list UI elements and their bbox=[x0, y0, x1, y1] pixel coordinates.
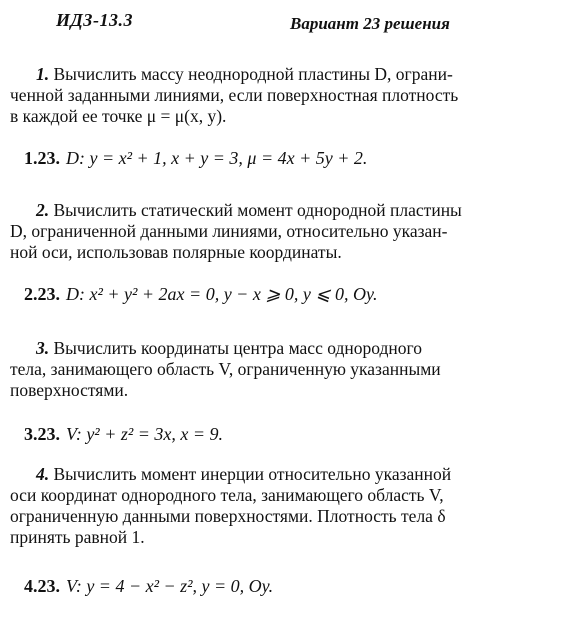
task-4-statement bbox=[10, 464, 558, 548]
task-2-formula-text: D: x² + y² + 2ax = 0, y − x ⩾ 0, y ⩽ 0, Oy. bbox=[66, 284, 378, 304]
task-2-number: 2. bbox=[36, 200, 50, 220]
task-4-line-3: ограниченную данными поверхностями. Плотность тела δ bbox=[10, 506, 446, 526]
task-3-line-2: тела, занимающего область V, ограниченную указанными bbox=[10, 359, 441, 379]
task-2-line-3: ной оси, использовав полярные координаты. bbox=[10, 242, 342, 262]
task-3-formula-number: 3.23. bbox=[24, 424, 60, 444]
task-3-line-1: 3. Вычислить координаты центра масс однородного bbox=[36, 338, 422, 358]
task-1-number: 1. bbox=[36, 64, 50, 84]
task-3-statement bbox=[10, 338, 558, 401]
task-4-formula-text: V: y = 4 − x² − z², y = 0, Oy. bbox=[66, 576, 274, 596]
document-code: ИДЗ-13.3 bbox=[56, 10, 133, 30]
task-1-formula-text: D: y = x² + 1, x + y = 3, μ = 4x + 5y + 2. bbox=[66, 148, 368, 168]
task-4-formula-number: 4.23. bbox=[24, 576, 60, 596]
task-2-line-2: D, ограниченной данными линиями, относительно указан- bbox=[10, 221, 448, 241]
task-1-statement bbox=[10, 64, 558, 127]
task-4-number: 4. bbox=[36, 464, 50, 484]
task-1-line-1: 1. Вычислить массу неоднородной пластины D, ограни- bbox=[36, 64, 453, 84]
task-3-line-3: поверхностями. bbox=[10, 380, 129, 400]
task-1-line-2: ченной заданными линиями, если поверхностная плотность bbox=[10, 85, 459, 105]
task-3-formula-text: V: y² + z² = 3x, x = 9. bbox=[66, 424, 224, 444]
task-4-line-2: оси координат однородного тела, занимающего область V, bbox=[10, 485, 444, 505]
task-1-formula-number: 1.23. bbox=[24, 148, 60, 168]
task-2-statement bbox=[10, 200, 558, 263]
variant-title: Вариант 23 решения bbox=[290, 14, 450, 33]
task-2-formula-number: 2.23. bbox=[24, 284, 60, 304]
task-2-line-1: 2. Вычислить статический момент однородной пластины bbox=[36, 200, 462, 220]
task-1-formula bbox=[24, 148, 367, 169]
task-2-formula bbox=[24, 284, 377, 305]
task-4-line-1: 4. Вычислить момент инерции относительно указанной bbox=[36, 464, 452, 484]
task-3-formula bbox=[24, 424, 223, 445]
task-4-formula bbox=[24, 576, 273, 597]
task-1-line-3: в каждой ее точке μ = μ(x, y). bbox=[10, 106, 227, 126]
task-4-line-4: принять равной 1. bbox=[10, 527, 145, 547]
task-3-number: 3. bbox=[36, 338, 50, 358]
